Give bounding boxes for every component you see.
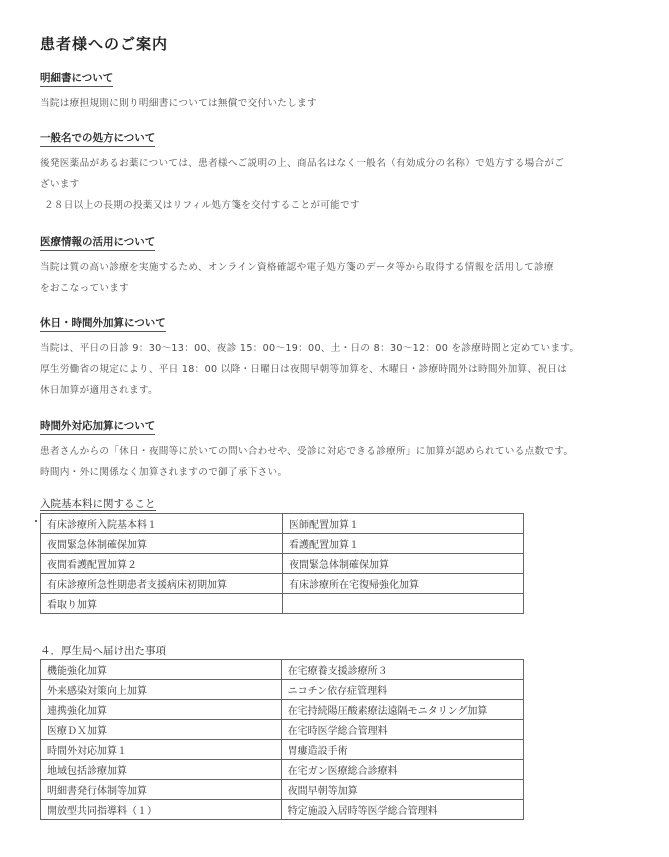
- section-line: 当院は質の高い診療を実施するため、オンライン資格確認や電子処方箋のデータ等から取得する情報を活用して診療: [40, 262, 554, 273]
- table-row: [41, 554, 524, 574]
- table-cell: 医療ＤＸ加算: [41, 720, 282, 740]
- section-medical-info: [40, 230, 640, 299]
- notified-items-table: [40, 659, 524, 820]
- table-cell: 夜間早朝等加算: [281, 780, 523, 800]
- table-row: [41, 760, 524, 780]
- section-line: をおこなっています: [40, 283, 130, 294]
- section-meisaisho: [40, 66, 640, 114]
- table-row: [41, 514, 524, 534]
- table1-heading: 入院基本料に関すること: [40, 498, 156, 510]
- table-cell: 看護配置加算１: [283, 534, 524, 554]
- section-line: ２８日以上の長期の投薬又はリフィル処方箋を交付することが可能です: [44, 200, 360, 211]
- section-heading: 休日・時間外加算について: [40, 315, 166, 332]
- page-title: 患者様へのご案内: [40, 35, 169, 53]
- table-row: [41, 780, 524, 800]
- table-cell: 明細書発行体制等加算: [41, 780, 282, 800]
- table-cell: 夜間緊急体制確保加算: [41, 534, 283, 554]
- table-cell: 夜間緊急体制確保加算: [283, 554, 524, 574]
- table-cell: 連携強化加算: [41, 700, 282, 720]
- table-cell: 有床診療所急性期患者支援病床初期加算: [41, 574, 283, 594]
- table-cell: 在宅持続陽圧酸素療法遠隔モニタリング加算: [281, 700, 523, 720]
- table-row: [41, 800, 524, 820]
- section-line: 厚生労働省の規定により、平日 18：00 以降・日曜日は夜間早朝等加算を、木曜日・診療時間外は時間外加算、祝日は: [40, 364, 567, 375]
- table-row: [41, 740, 524, 760]
- section-heading: 明細書について: [40, 70, 113, 87]
- table-cell: [283, 594, 524, 614]
- table-cell: 地域包括診療加算: [41, 760, 282, 780]
- section-overtime-response: [40, 414, 640, 483]
- section-line: 当院は療担規則に則り明細書については無償で交付いたします: [40, 98, 317, 109]
- margin-mark: [35, 520, 37, 522]
- table2-heading: ４．厚生局へ届け出た事項: [40, 645, 166, 657]
- section-line: 休日加算が適用されます。: [40, 385, 158, 396]
- table-row: [41, 534, 524, 554]
- table-cell: 有床診療所入院基本料１: [41, 514, 283, 534]
- table-row: [41, 594, 524, 614]
- table-cell: 機能強化加算: [41, 660, 282, 680]
- table-cell: 胃瘻造設手術: [281, 740, 523, 760]
- table-cell: 看取り加算: [41, 594, 283, 614]
- section-heading: 医療情報の活用について: [40, 234, 155, 251]
- section-line: 時間内・外に関係なく加算されますので御了承下さい。: [40, 467, 288, 478]
- table-cell: 在宅時医学総合管理料: [281, 720, 523, 740]
- section-holiday-overtime: [40, 311, 640, 401]
- section-line: ざいます: [40, 179, 80, 190]
- table-cell: 在宅ガン医療総合診療料: [281, 760, 523, 780]
- section-generic-prescription: [40, 126, 640, 216]
- table-row: [41, 700, 524, 720]
- hospitalization-fee-table: [40, 513, 524, 614]
- section-line: 患者さんからの「休日・夜間等に於いての問い合わせや、受診に対応できる診療所」に加算が認められている点数です。: [40, 446, 574, 457]
- table-row: [41, 720, 524, 740]
- table-cell: 有床診療所在宅復帰強化加算: [283, 574, 524, 594]
- table-cell: ニコチン依存症管理料: [281, 680, 523, 700]
- table-cell: 開放型共同指導料（１）: [41, 800, 282, 820]
- table-cell: 在宅療養支援診療所３: [281, 660, 523, 680]
- section-heading: 一般名での処方について: [40, 130, 155, 147]
- table-cell: 夜間看護配置加算２: [41, 554, 283, 574]
- section-heading: 時間外対応加算について: [40, 418, 155, 435]
- section-line: 当院は、平日の日診 9：30〜13：00、夜診 15：00〜19：00、土・日の 8：30〜12：00 を診療時間と定めています。: [40, 343, 580, 354]
- table-cell: 外来感染対策向上加算: [41, 680, 282, 700]
- section-line: 後発医薬品があるお薬については、患者様へご説明の上、商品名はなく一般名（有効成分の名称）で処方する場合がご: [40, 158, 565, 169]
- table-cell: 特定施設入居時等医学総合管理料: [281, 800, 523, 820]
- table-cell: 医師配置加算１: [283, 514, 524, 534]
- table-cell: 時間外対応加算１: [41, 740, 282, 760]
- table-row: [41, 660, 524, 680]
- table-row: [41, 574, 524, 594]
- table-row: [41, 680, 524, 700]
